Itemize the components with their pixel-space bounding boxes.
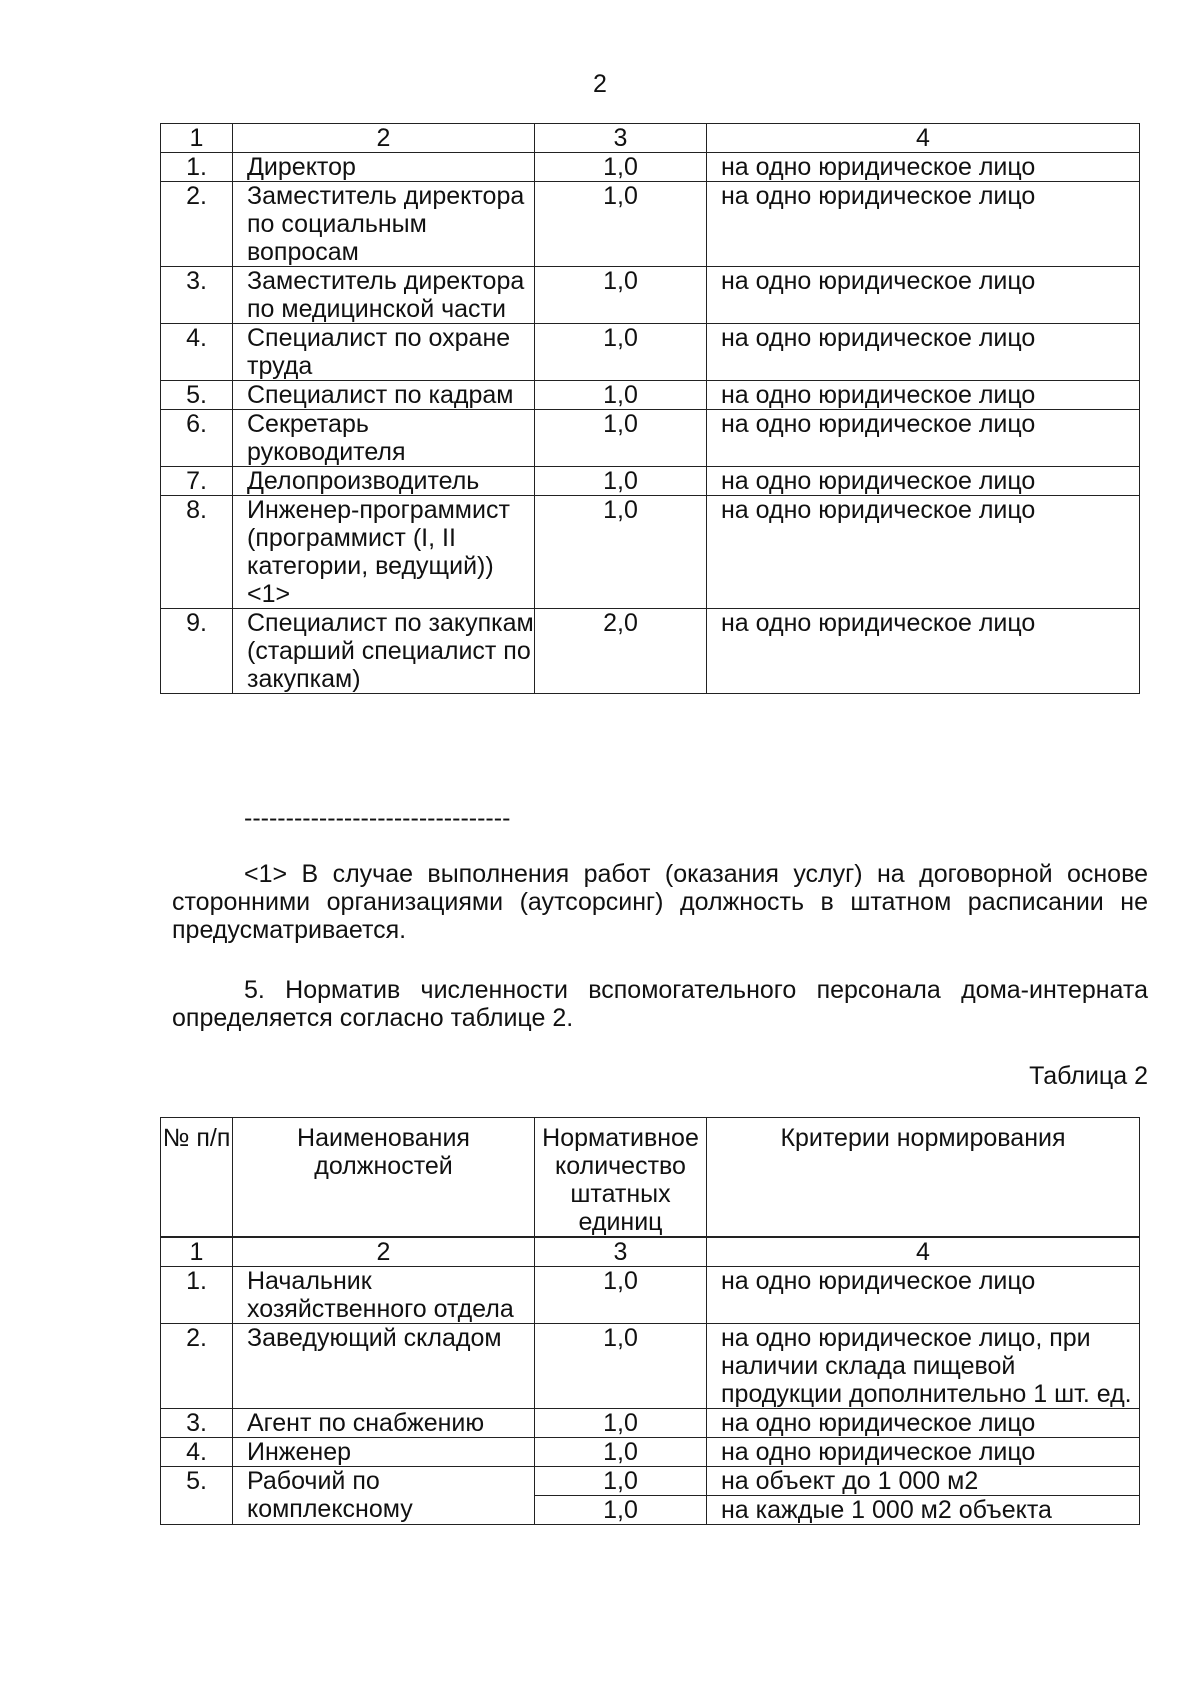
staff-quantity: 1,0 [535,467,707,496]
header-row [161,1118,1140,1237]
staff-quantity: 1,0 [535,1409,707,1438]
staff-quantity: 1,0 [535,1496,707,1525]
row-number: 8. [161,496,233,609]
position-name: Заместитель директора по медицинской части [233,267,535,324]
norm-criteria: на одно юридическое лицо [707,153,1140,182]
column-header: Наименования должностей [233,1118,535,1237]
norm-criteria: на одно юридическое лицо [707,267,1140,324]
position-name: Рабочий по комплексному [233,1467,535,1525]
position-name: Инженер-программист (программист (I, II категории, ведущий)) <1> [233,496,535,609]
norm-criteria: на одно юридическое лицо [707,496,1140,609]
norm-criteria: на одно юридическое лицо [707,182,1140,267]
column-header: Нормативное количество штатных единиц [535,1118,707,1237]
position-name: Специалист по закупкам (старший специалист по закупкам) [233,609,535,694]
position-name: Заместитель директора по социальным вопросам [233,182,535,267]
column-number: 4 [707,124,1140,153]
column-number: 2 [233,1238,535,1267]
column-number-row [161,124,1140,153]
position-name: Заведующий складом [233,1324,535,1409]
staff-quantity: 1,0 [535,324,707,381]
norm-criteria: на одно юридическое лицо [707,467,1140,496]
norm-criteria: на одно юридическое лицо [707,1409,1140,1438]
norm-criteria: на объект до 1 000 м2 [707,1467,1140,1496]
position-name: Специалист по охране труда [233,324,535,381]
row-number: 2. [161,182,233,267]
table-row [161,381,1140,410]
column-number: 4 [707,1238,1140,1267]
staff-quantity: 1,0 [535,182,707,267]
row-number: 4. [161,1438,233,1467]
staff-quantity: 1,0 [535,267,707,324]
table-row [161,467,1140,496]
staff-quantity: 1,0 [535,153,707,182]
staff-quantity: 2,0 [535,609,707,694]
row-number: 3. [161,267,233,324]
column-header: Критерии нормирования [707,1118,1140,1237]
table-row [161,1324,1140,1409]
staff-table-1 [160,123,1140,694]
table-row [161,496,1140,609]
table-row [161,267,1140,324]
table-row [161,410,1140,467]
position-name: Делопроизводитель [233,467,535,496]
table-row [161,153,1140,182]
column-number-row [161,1238,1140,1267]
table-row [161,1409,1140,1438]
row-number: 3. [161,1409,233,1438]
norm-criteria: на каждые 1 000 м2 объекта [707,1496,1140,1525]
table-row [161,182,1140,267]
norm-criteria: на одно юридическое лицо, при наличии склада пищевой продукции дополнительно 1 шт. ед. [707,1324,1140,1409]
norm-criteria: на одно юридическое лицо [707,410,1140,467]
staff-quantity: 1,0 [535,1438,707,1467]
norm-criteria: на одно юридическое лицо [707,1438,1140,1467]
norm-criteria: на одно юридическое лицо [707,609,1140,694]
table-row [161,1267,1140,1324]
staff-quantity: 1,0 [535,496,707,609]
staff-quantity: 1,0 [535,1467,707,1496]
staff-quantity: 1,0 [535,1324,707,1409]
paragraph-5: 5. Норматив численности вспомогательного персонала дома-интерната определяется согласно таблице 2. [172,976,1148,1032]
position-name: Инженер [233,1438,535,1467]
row-number: 1. [161,153,233,182]
footnote-text: <1> В случае выполнения работ (оказания услуг) на договорной основе сторонними организациями (аутсорсинг) должность в штатном расписании не предусматривается. [172,860,1148,944]
row-number: 5. [161,1467,233,1525]
staff-quantity: 1,0 [535,1267,707,1324]
table-2-caption: Таблица 2 [1029,1062,1148,1090]
column-number: 3 [535,124,707,153]
staff-table-2-header [160,1117,1140,1237]
position-name: Специалист по кадрам [233,381,535,410]
table-row [161,609,1140,694]
table-row [161,324,1140,381]
row-number: 4. [161,324,233,381]
column-header: № п/п [161,1118,233,1237]
staff-quantity: 1,0 [535,410,707,467]
row-number: 1. [161,1267,233,1324]
position-name: Директор [233,153,535,182]
staff-table-2 [160,1237,1140,1525]
column-number: 1 [161,124,233,153]
row-number: 2. [161,1324,233,1409]
position-name: Секретарь руководителя [233,410,535,467]
footnote-separator: -------------------------------- [244,804,511,832]
column-number: 3 [535,1238,707,1267]
norm-criteria: на одно юридическое лицо [707,381,1140,410]
row-number: 5. [161,381,233,410]
norm-criteria: на одно юридическое лицо [707,1267,1140,1324]
row-number: 7. [161,467,233,496]
norm-criteria: на одно юридическое лицо [707,324,1140,381]
staff-quantity: 1,0 [535,381,707,410]
table-row [161,1438,1140,1467]
column-number: 2 [233,124,535,153]
position-name: Начальник хозяйственного отдела [233,1267,535,1324]
table-row [161,1467,1140,1496]
position-name: Агент по снабжению [233,1409,535,1438]
row-number: 6. [161,410,233,467]
column-number: 1 [161,1238,233,1267]
row-number: 9. [161,609,233,694]
page-number: 2 [593,70,607,98]
